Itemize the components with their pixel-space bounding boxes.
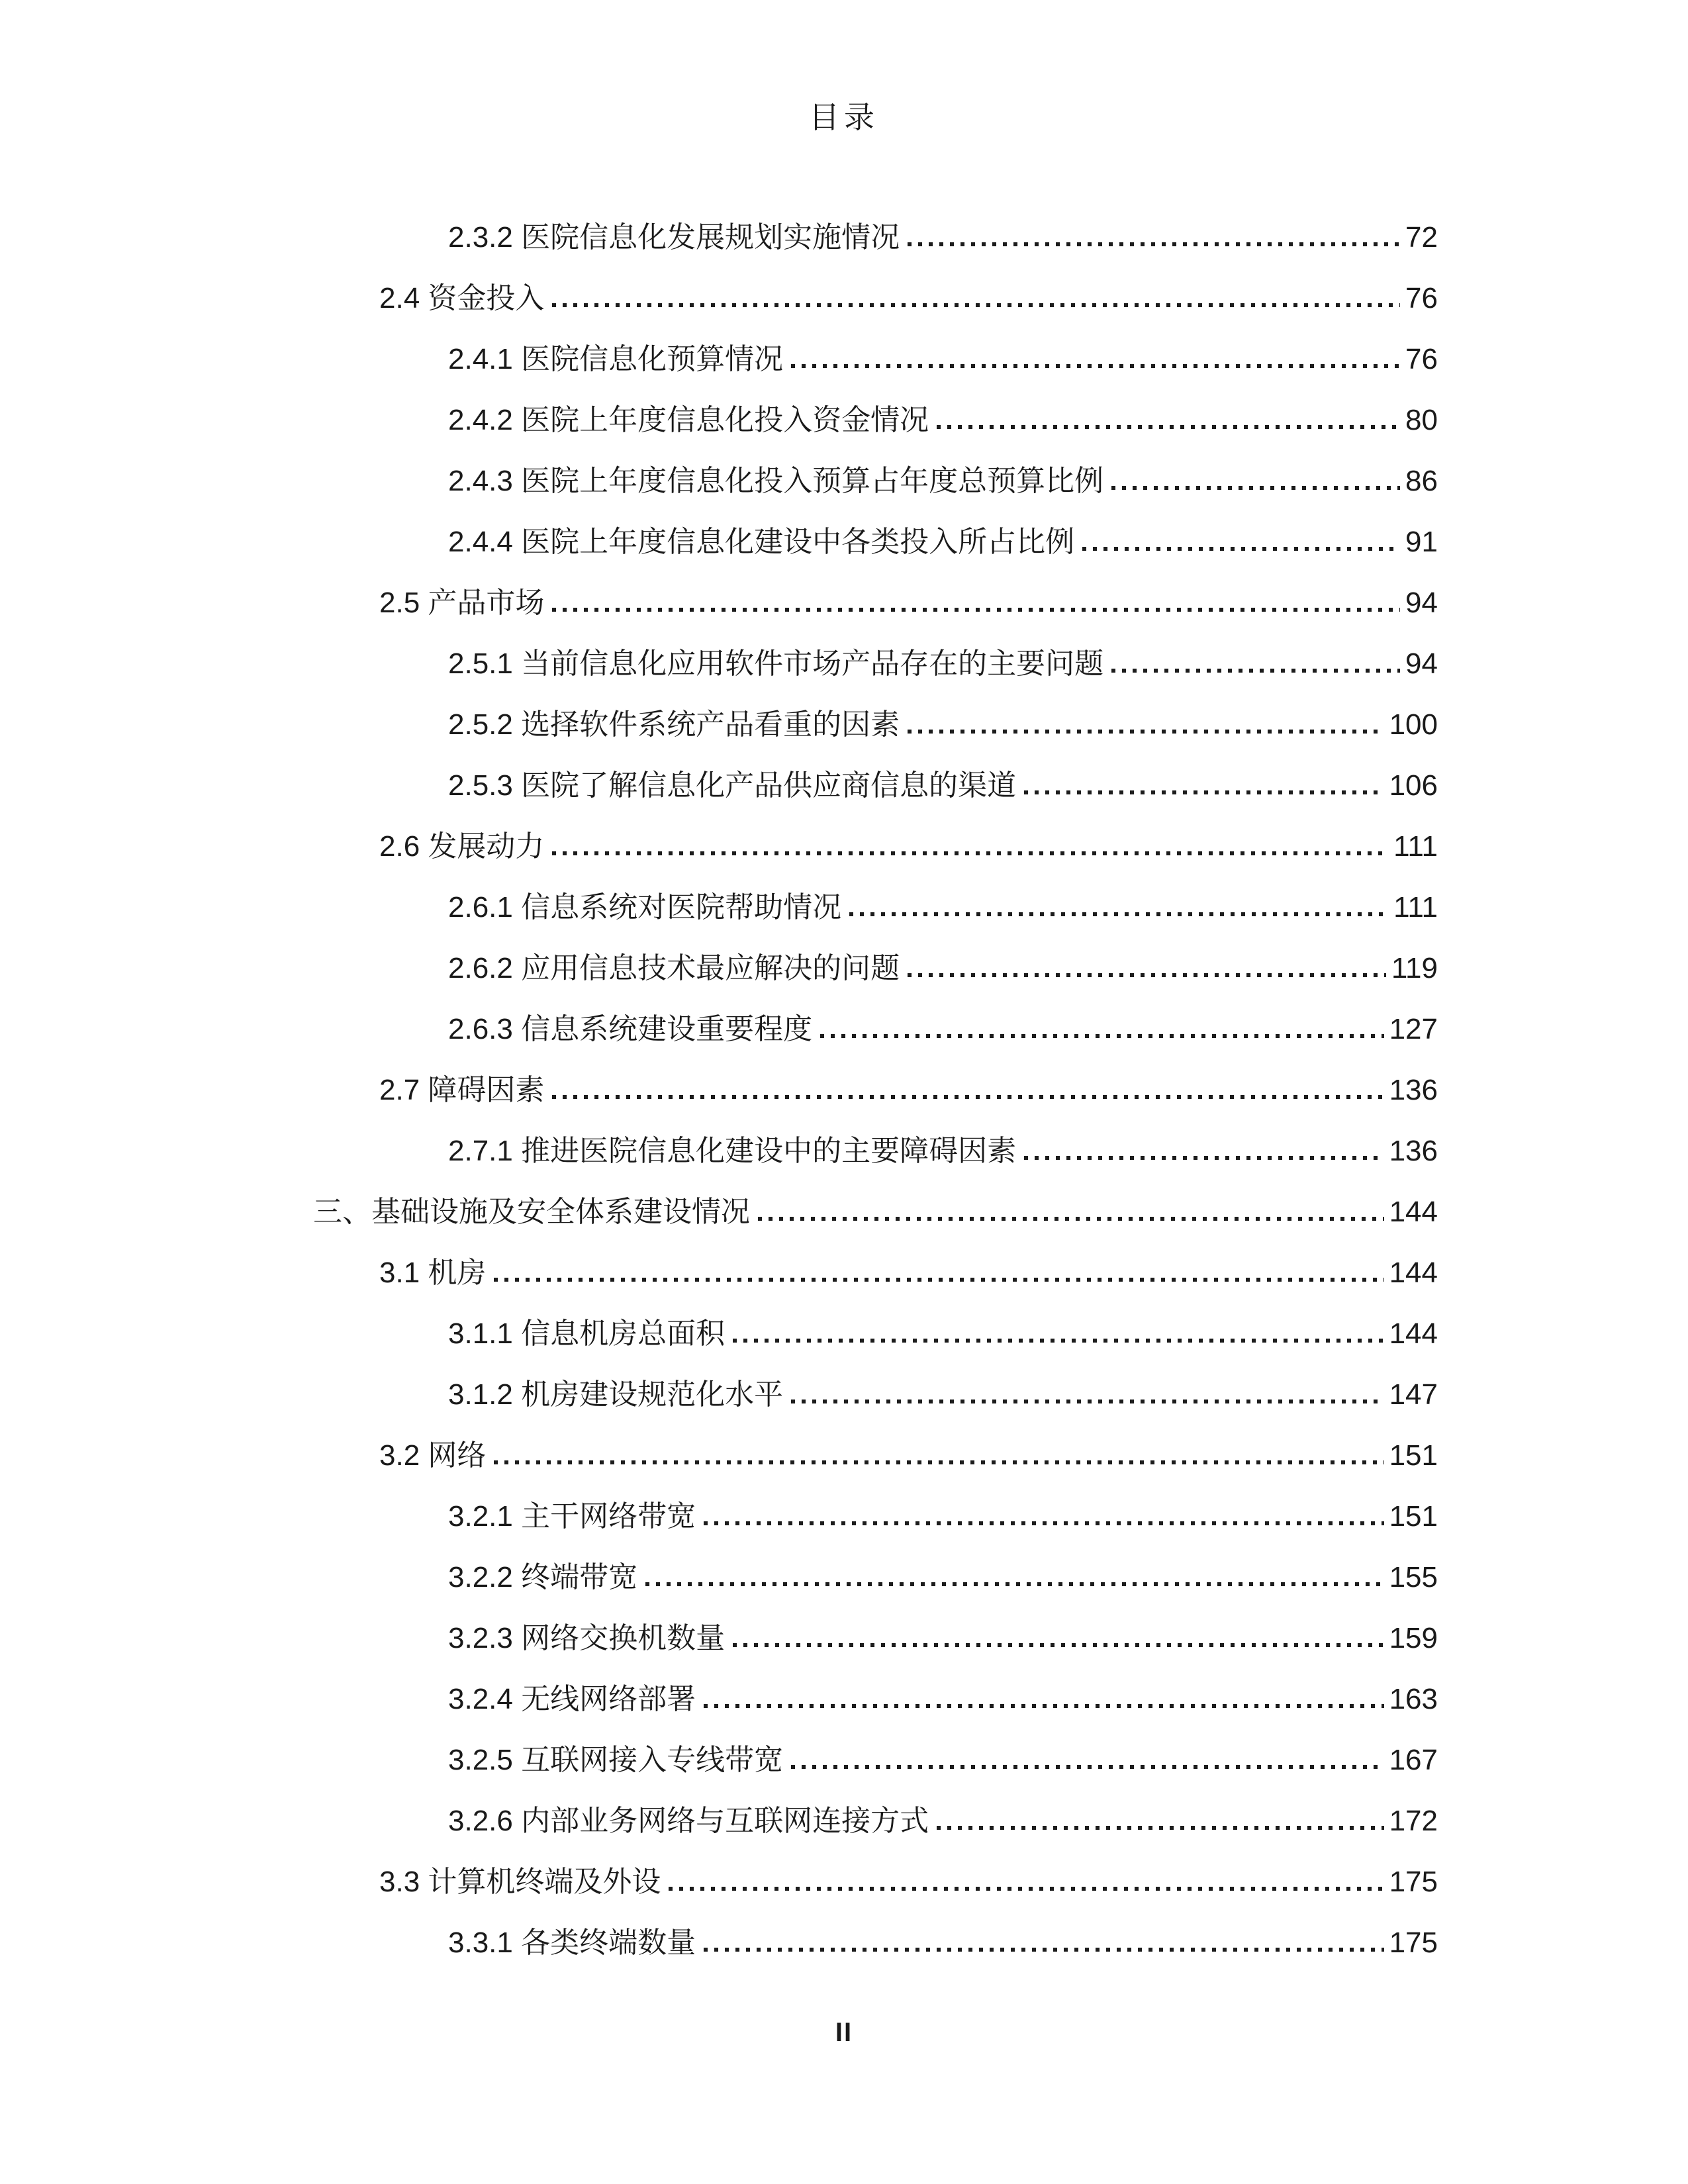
toc-entry-page: 76 xyxy=(1405,282,1438,315)
toc-entry-label: 2.4 资金投入 xyxy=(379,282,545,315)
toc-entry-label: 2.5 产品市场 xyxy=(379,587,545,620)
toc-entry[interactable] xyxy=(313,557,1438,618)
dot-leader xyxy=(908,973,1386,977)
toc-entry-page: 94 xyxy=(1405,647,1438,681)
dot-leader xyxy=(849,912,1388,916)
toc-entry[interactable] xyxy=(313,1409,1438,1470)
dot-leader xyxy=(494,1278,1383,1282)
dot-leader xyxy=(1111,669,1400,673)
toc-entry[interactable] xyxy=(313,1288,1438,1349)
toc-entry-label: 3.3 计算机终端及外设 xyxy=(379,1866,661,1899)
toc-entry-label: 3.2.1 主干网络带宽 xyxy=(448,1500,696,1533)
dot-leader xyxy=(908,242,1400,246)
toc-entry-page: 144 xyxy=(1389,1196,1438,1229)
toc-entry-label: 2.4.1 医院信息化预算情况 xyxy=(448,343,784,376)
toc-entry-label: 2.5.2 选择软件系统产品看重的因素 xyxy=(448,708,900,741)
toc-entry[interactable] xyxy=(313,1044,1438,1105)
toc-entry[interactable] xyxy=(313,252,1438,313)
dot-leader xyxy=(733,1339,1383,1343)
toc-entry[interactable] xyxy=(313,679,1438,739)
toc-entry-page: 119 xyxy=(1391,952,1438,985)
toc-entry-page: 100 xyxy=(1389,708,1438,741)
dot-leader xyxy=(937,1826,1383,1830)
dot-leader xyxy=(704,1521,1383,1525)
dot-leader xyxy=(820,1034,1383,1038)
toc-entry-label: 三、基础设施及安全体系建设情况 xyxy=(313,1196,750,1229)
page-title: 目录 xyxy=(809,100,879,134)
toc-list xyxy=(313,191,1438,1958)
toc-entry-label: 3.1.1 信息机房总面积 xyxy=(448,1317,726,1351)
toc-entry-page: 94 xyxy=(1405,587,1438,620)
toc-entry-label: 2.7 障碍因素 xyxy=(379,1074,545,1107)
toc-entry-label: 2.3.2 医院信息化发展规划实施情况 xyxy=(448,221,900,254)
toc-entry-page: 155 xyxy=(1389,1561,1438,1594)
toc-entry[interactable] xyxy=(313,739,1438,800)
dot-leader xyxy=(669,1887,1383,1891)
dot-leader xyxy=(937,425,1400,429)
toc-entry[interactable] xyxy=(313,1897,1438,1958)
toc-entry[interactable] xyxy=(313,1653,1438,1714)
toc-entry-label: 3.2.6 内部业务网络与互联网连接方式 xyxy=(448,1805,929,1838)
toc-entry-label: 3.2.3 网络交换机数量 xyxy=(448,1622,726,1655)
toc-entry[interactable] xyxy=(313,983,1438,1044)
dot-leader xyxy=(1024,790,1383,794)
toc-entry-page: 167 xyxy=(1389,1744,1438,1777)
toc-entry[interactable] xyxy=(313,861,1438,922)
dot-leader xyxy=(552,851,1388,855)
toc-entry[interactable] xyxy=(313,1836,1438,1897)
toc-entry[interactable] xyxy=(313,1470,1438,1531)
toc-entry-page: 172 xyxy=(1389,1805,1438,1838)
toc-entry-page: 86 xyxy=(1405,465,1438,498)
toc-entry-label: 2.6 发展动力 xyxy=(379,830,545,863)
toc-entry[interactable] xyxy=(313,435,1438,496)
dot-leader xyxy=(552,1095,1383,1099)
toc-entry-label: 3.1.2 机房建设规范化水平 xyxy=(448,1378,784,1411)
toc-entry-label: 3.2.2 终端带宽 xyxy=(448,1561,638,1594)
dot-leader xyxy=(552,303,1400,307)
toc-entry-page: 144 xyxy=(1389,1257,1438,1290)
toc-entry-label: 3.1 机房 xyxy=(379,1257,487,1290)
toc-entry[interactable] xyxy=(313,1227,1438,1288)
toc-entry-label: 2.6.3 信息系统建设重要程度 xyxy=(448,1013,813,1046)
toc-entry[interactable] xyxy=(313,313,1438,374)
toc-entry[interactable] xyxy=(313,922,1438,983)
toc-entry[interactable] xyxy=(313,1349,1438,1409)
page-number-footer: II xyxy=(835,2018,853,2047)
toc-entry-label: 3.2 网络 xyxy=(379,1439,487,1472)
toc-entry-page: 151 xyxy=(1389,1500,1438,1533)
toc-entry-page: 151 xyxy=(1389,1439,1438,1472)
toc-entry-label: 3.3.1 各类终端数量 xyxy=(448,1926,696,1960)
toc-entry-label: 2.7.1 推进医院信息化建设中的主要障碍因素 xyxy=(448,1135,1017,1168)
dot-leader xyxy=(494,1460,1383,1464)
dot-leader xyxy=(704,1948,1383,1952)
toc-entry-label: 2.4.2 医院上年度信息化投入资金情况 xyxy=(448,404,929,437)
toc-entry[interactable] xyxy=(313,800,1438,861)
dot-leader xyxy=(791,1400,1383,1403)
dot-leader xyxy=(1082,547,1400,551)
toc-entry-page: 72 xyxy=(1405,221,1438,254)
toc-entry[interactable] xyxy=(313,1105,1438,1166)
toc-entry-label: 3.2.4 无线网络部署 xyxy=(448,1683,696,1716)
toc-entry[interactable] xyxy=(313,1531,1438,1592)
toc-entry[interactable] xyxy=(313,374,1438,435)
toc-entry-label: 2.4.3 医院上年度信息化投入预算占年度总预算比例 xyxy=(448,465,1104,498)
toc-entry-page: 111 xyxy=(1393,830,1438,863)
toc-entry-page: 127 xyxy=(1389,1013,1438,1046)
toc-entry-page: 136 xyxy=(1389,1074,1438,1107)
dot-leader xyxy=(733,1643,1383,1647)
toc-entry-page: 76 xyxy=(1405,343,1438,376)
toc-entry-page: 159 xyxy=(1389,1622,1438,1655)
toc-entry-label: 2.5.1 当前信息化应用软件市场产品存在的主要问题 xyxy=(448,647,1104,681)
toc-entry-page: 144 xyxy=(1389,1317,1438,1351)
toc-entry-page: 147 xyxy=(1389,1378,1438,1411)
toc-entry-page: 111 xyxy=(1393,891,1438,924)
toc-entry[interactable] xyxy=(313,496,1438,557)
dot-leader xyxy=(758,1217,1384,1221)
toc-entry[interactable] xyxy=(313,1592,1438,1653)
toc-entry-label: 2.6.2 应用信息技术最应解决的问题 xyxy=(448,952,900,985)
dot-leader xyxy=(645,1582,1383,1586)
toc-entry[interactable] xyxy=(313,1166,1438,1227)
toc-entry-label: 2.4.4 医院上年度信息化建设中各类投入所占比例 xyxy=(448,526,1075,559)
dot-leader xyxy=(552,608,1400,612)
toc-entry-label: 2.6.1 信息系统对医院帮助情况 xyxy=(448,891,842,924)
dot-leader xyxy=(791,1765,1383,1769)
toc-entry-page: 175 xyxy=(1389,1926,1438,1960)
toc-entry-label: 2.5.3 医院了解信息化产品供应商信息的渠道 xyxy=(448,769,1017,802)
toc-entry[interactable] xyxy=(313,191,1438,252)
toc-entry-page: 163 xyxy=(1389,1683,1438,1716)
toc-entry-page: 80 xyxy=(1405,404,1438,437)
dot-leader xyxy=(1024,1156,1383,1160)
toc-entry-page: 136 xyxy=(1389,1135,1438,1168)
toc-entry[interactable] xyxy=(313,618,1438,679)
toc-entry[interactable] xyxy=(313,1775,1438,1836)
toc-entry-page: 175 xyxy=(1389,1866,1438,1899)
toc-entry-page: 106 xyxy=(1389,769,1438,802)
dot-leader xyxy=(908,730,1383,734)
toc-entry-page: 91 xyxy=(1405,526,1438,559)
toc-entry-label: 3.2.5 互联网接入专线带宽 xyxy=(448,1744,784,1777)
dot-leader xyxy=(1111,486,1400,490)
dot-leader xyxy=(791,364,1400,368)
dot-leader xyxy=(704,1704,1383,1708)
toc-entry[interactable] xyxy=(313,1714,1438,1775)
